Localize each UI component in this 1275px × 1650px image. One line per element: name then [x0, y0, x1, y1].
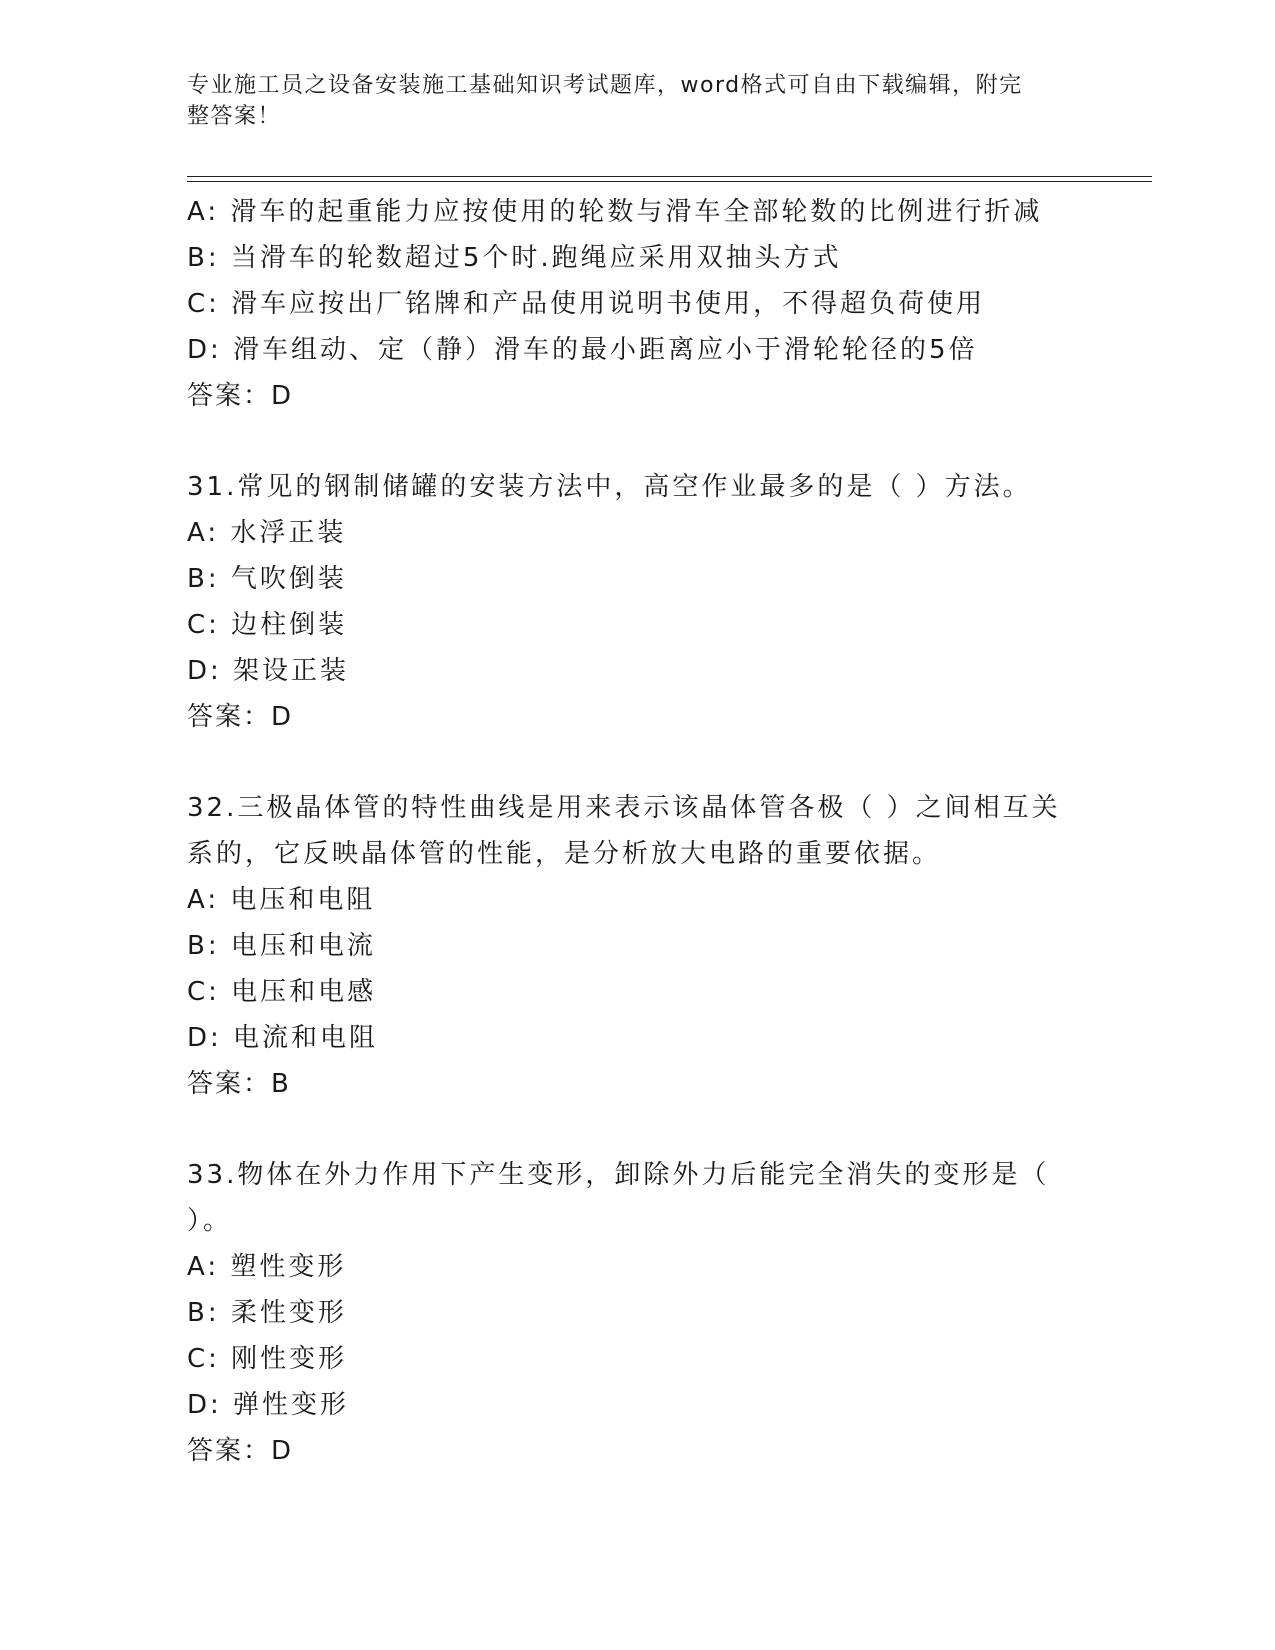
question-text: 31.常见的钢制储罐的安装方法中，高空作业最多的是（ ）方法。 [187, 472, 1032, 502]
answer-line: 答案：D [187, 1436, 294, 1466]
header-title-line-1: 专业施工员之设备安装施工基础知识考试题库，word格式可自由下载编辑，附完 [187, 73, 1023, 98]
block-spacer [187, 740, 1087, 785]
option-b: B: 气吹倒装 [187, 564, 347, 594]
header-divider-bottom [187, 181, 1152, 182]
option-a: A: 滑车的起重能力应按使用的轮数与滑车全部轮数的比例进行折减 [187, 197, 1043, 227]
question-list [187, 189, 1087, 1474]
question-block-30 [187, 189, 1087, 419]
answer-line: 答案：D [187, 381, 294, 411]
question-text-line-2: ）。 [187, 1206, 233, 1236]
question-text-line-1: 33.物体在外力作用下产生变形，卸除外力后能完全消失的变形是（ [187, 1160, 1050, 1190]
block-spacer [187, 1107, 1087, 1152]
option-d: D: 电流和电阻 [187, 1023, 379, 1053]
option-c: C: 电压和电感 [187, 977, 377, 1007]
question-text-line-2: 系的，它反映晶体管的性能，是分析放大电路的重要依据。 [187, 839, 942, 869]
option-d: D: 滑车组动、定（静）滑车的最小距离应小于滑轮轮径的5倍 [187, 335, 978, 365]
option-a: A: 塑性变形 [187, 1252, 347, 1282]
option-d: D: 弹性变形 [187, 1390, 350, 1420]
option-b: B: 当滑车的轮数超过5个时.跑绳应采用双抽头方式 [187, 243, 842, 273]
document-header [187, 70, 1087, 132]
header-divider-top [187, 176, 1152, 177]
option-c: C: 边柱倒装 [187, 610, 348, 640]
question-text-line-1: 32.三极晶体管的特性曲线是用来表示该晶体管各极（ ）之间相互关 [187, 793, 1061, 823]
option-a: A: 电压和电阻 [187, 885, 376, 915]
option-b: B: 柔性变形 [187, 1298, 347, 1328]
question-block-33 [187, 1152, 1087, 1474]
block-spacer [187, 419, 1087, 464]
header-title-line-2: 整答案！ [187, 104, 282, 129]
option-d: D: 架设正装 [187, 656, 350, 686]
option-a: A: 水浮正装 [187, 518, 347, 548]
option-c: C: 刚性变形 [187, 1344, 348, 1374]
option-c: C: 滑车应按出厂铭牌和产品使用说明书使用，不得超负荷使用 [187, 289, 986, 319]
question-block-32 [187, 785, 1087, 1107]
question-block-31 [187, 464, 1087, 740]
answer-line: 答案：B [187, 1069, 291, 1099]
option-b: B: 电压和电流 [187, 931, 376, 961]
answer-line: 答案：D [187, 702, 294, 732]
